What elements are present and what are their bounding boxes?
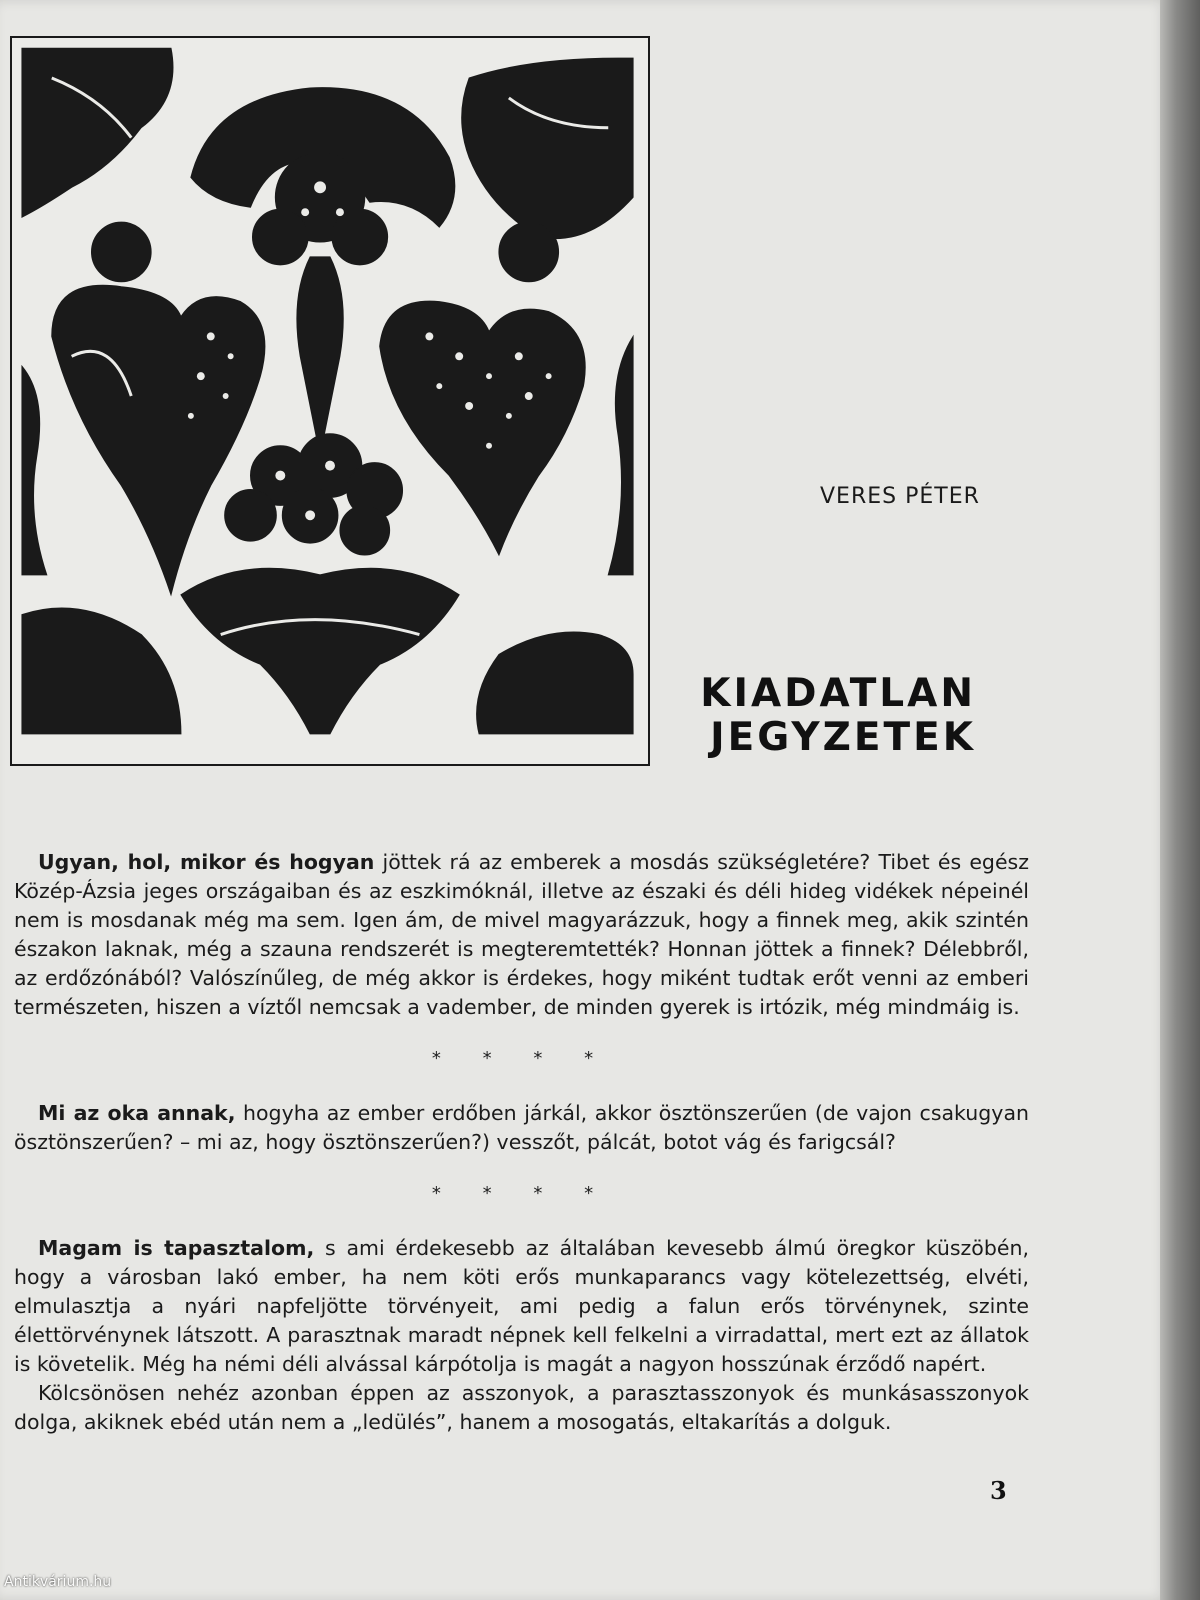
section-separator: * * * *	[431, 1183, 612, 1204]
article-body	[14, 848, 1029, 1437]
paragraph-2-lead: Mi az oka annak,	[38, 1101, 236, 1125]
paragraph-1	[14, 848, 1029, 1022]
article-title	[700, 672, 976, 760]
section-separator: * * * *	[431, 1048, 612, 1069]
watermark: Antikvárium.hu	[4, 1574, 112, 1590]
paragraph-1-lead: Ugyan, hol, mikor és hogyan	[38, 850, 375, 874]
paragraph-3-lead: Magam is tapasztalom,	[38, 1236, 315, 1260]
page-number: 3	[990, 1476, 1007, 1505]
paragraph-2-text: hogyha az ember erdőben járkál, akkor ösztönszerűen (de vajon csakugyan ösztönszerűen? – mi az, hogy ösztönszerűen?) vesszőt, pálcát, botot vág és farigcsál?	[14, 1101, 1029, 1154]
paragraph-3	[14, 1234, 1029, 1379]
paragraph-3-text: s ami érdekesebb az általában kevesebb álmú öregkor küszöbén, hogy a városban lakó ember, ha nem köti erős munkaparancs vagy kötelezettség, elvéti, elmulasztja a nyári napfeljötte törvényeit, ami pedig a falun erős törvénynek, szinte élettörvénynek látszott. A parasztnak maradt népnek kell felkelni a virradattal, mert ezt az állatok is követelik. Még ha némi déli alvással kárpótolja is magát a nagyon hosszúnak érződő napért.	[14, 1236, 1029, 1376]
title-line-2: JEGYZETEK	[710, 715, 976, 760]
paragraph-2	[14, 1099, 1029, 1157]
folk-tile-illustration	[10, 36, 650, 766]
page-edge-shadow	[1160, 0, 1200, 1600]
title-line-1: KIADATLAN	[700, 671, 976, 716]
folk-tile-heart-flower-icon	[12, 38, 648, 764]
author-name: VERES PÉTER	[820, 484, 980, 509]
paragraph-1-text: jöttek rá az emberek a mosdás szükségletére? Tibet és egész Közép-Ázsia jeges országaiban és az eszkimóknál, illetve az északi és déli hideg vidékek népeinél nem is mosdanak még ma sem. Igen ám, de mivel magyarázzuk, hogy a finnek meg, akik szintén északon laknak, még a szauna rendszerét is megteremtették? Honnan jöttek a finnek? Délebbről, az erdőzónából? Valószínűleg, de még akkor is érdekes, hogy miként tudtak erőt venni az emberi természeten, hiszen a víztől nemcsak a vadember, de minden gyerek is irtózik, még mindmáig is.	[14, 850, 1029, 1019]
paragraph-4: Kölcsönösen nehéz azonban éppen az asszonyok, a parasztasszonyok és munkásasszonyok dolga, akiknek ebéd után nem a „ledülés”, hanem a mosogatás, eltakarítás a dolguk.	[14, 1381, 1029, 1434]
